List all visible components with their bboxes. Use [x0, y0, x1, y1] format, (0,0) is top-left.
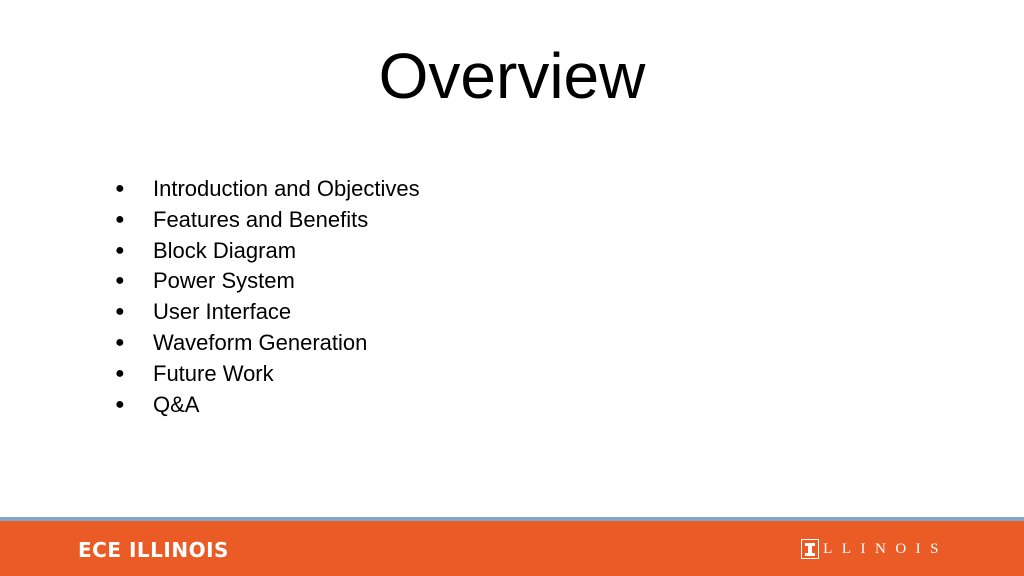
list-item-label: Q&A: [153, 391, 200, 417]
list-item-label: User Interface: [153, 299, 292, 325]
bullet-icon: ●: [115, 364, 125, 382]
illinois-logo: [801, 536, 948, 562]
bullet-icon: ●: [115, 272, 125, 290]
footer-bar: [0, 521, 1024, 576]
list-item: [112, 236, 420, 267]
list-item: [112, 328, 420, 359]
bullet-icon: ●: [115, 210, 125, 228]
list-item: [112, 297, 420, 328]
list-item: [112, 266, 420, 297]
list-item-label: Power System: [153, 268, 295, 294]
list-item: [112, 390, 420, 421]
bullet-icon: ●: [115, 395, 125, 413]
ece-illinois-wordmark: ECE ILLINOIS: [78, 538, 229, 562]
list-item-label: Future Work: [153, 360, 274, 386]
list-item-label: Introduction and Objectives: [153, 176, 420, 201]
bullet-icon: ●: [115, 333, 125, 351]
bullet-icon: ●: [115, 241, 125, 259]
bullet-icon: ●: [115, 303, 125, 321]
list-item-label: Features and Benefits: [153, 206, 369, 232]
list-item-label: Waveform Generation: [153, 329, 368, 355]
list-item: [112, 205, 420, 236]
list-item: [112, 174, 420, 205]
bullet-icon: ●: [115, 180, 125, 197]
slide-title: Overview: [378, 40, 646, 112]
list-item-label: Block Diagram: [153, 237, 297, 263]
bullet-list: [112, 174, 420, 420]
illinois-block-i-icon: [801, 539, 819, 559]
illinois-wordmark: LLINOIS: [823, 541, 948, 557]
list-item: [112, 359, 420, 390]
